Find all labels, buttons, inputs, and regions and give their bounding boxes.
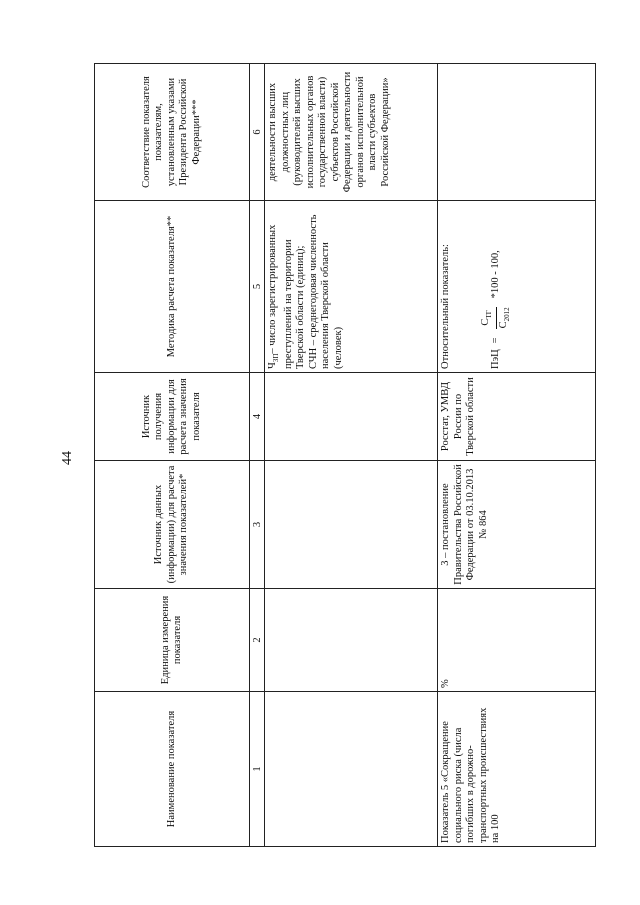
column-number-row [250,64,265,847]
cell-source-data-empty [265,461,438,589]
header-source-info: Источник получения информации для расчета значения показателя [95,373,250,461]
cell-name-empty [265,692,438,847]
column-number: 4 [250,373,265,461]
formula [479,204,514,369]
cell-compliance-empty [438,64,596,201]
formula-lhs: ПэЦ [489,349,501,369]
formula-equals: = [489,337,501,344]
fraction-denominator: $С_{2012}$ [497,307,511,329]
cell-method [265,201,438,373]
fraction-numerator: $С_{ТГ}$ [479,307,497,328]
header-method: Методика расчета показателя** [95,201,250,373]
indicator-table [94,63,596,847]
header-source-data: Источник данных (информации) для расчета значения показателей* [95,461,250,589]
rotated-table-container [94,64,596,847]
column-number: 1 [250,692,265,847]
formula-fraction [479,304,514,331]
column-number: 5 [250,201,265,373]
cell-unit-empty [265,589,438,692]
cell-method-formula [438,201,596,373]
column-number: 2 [250,589,265,692]
header-unit: Единица измерения показателя [95,589,250,692]
cell-source-info-empty [265,373,438,461]
header-name: Наименование показателя [95,692,250,847]
header-compliance: Соответствие показателя показателям, установленным указами Президента Российской Федерации*** [95,64,250,201]
table-row [438,64,596,847]
header-row [95,64,250,847]
method-label: Относительный показатель: [440,244,451,369]
cell-indicator-name: Показатель 5 «Сокращение социального риска (числа погибших в дорожно-транспортных происшествиях на 100 [438,692,596,847]
cell-unit: % [438,589,596,692]
formula-rhs: *100 - 100, [489,250,501,299]
cell-source-data: 3 – постановление Правительства Российской Федерации от 03.10.2013 № 864 [438,461,596,589]
cell-source-info: Росстат, УМВД России по Тверской области [438,373,596,461]
page-number: 44 [60,451,75,465]
method-line-1: $Ч_{ЗП}-$ число зарегистрированных преступлений на территории Тверской области (единиц); [267,224,307,369]
cell-compliance: деятельности высших должностных лиц (руководителей высших исполнительных органов государственной власти) субъектов Российской Федерации и деятельности органов исполнительной власти субъектов Российской Федерации» [265,64,438,201]
column-number: 6 [250,64,265,201]
column-number: 3 [250,461,265,589]
table-row [265,64,438,847]
method-line-2: СЧН – среднегодовая численность населения Тверской области (человек) [307,214,344,369]
